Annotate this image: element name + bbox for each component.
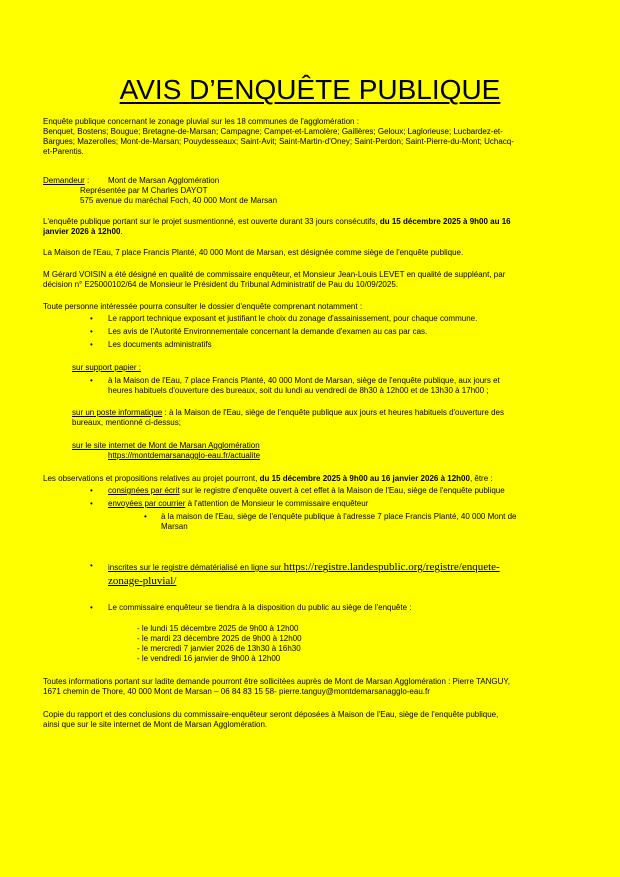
dates-paragraph (43, 217, 511, 227)
bullet-icon: • (90, 376, 93, 385)
registre-link[interactable]: https://registre.landespublic.org/registre/enquete- (283, 561, 500, 573)
registre-line (108, 561, 500, 574)
commissaire-line: M Gérard VOISIN a été désigné en qualité de commissaire enquêteur, et Monsieur Jean-Louis LEVET en qualité de suppléant, par (43, 270, 506, 279)
dates-period: . (120, 227, 123, 236)
dossier-item: Le rapport technique exposant et justifiant le choix du zonage d'assainissement, pour chaque commune. (108, 314, 478, 323)
copie-line: ainsi que sur le site internet de Mont de Marsan Agglomération. (43, 720, 268, 729)
permanences-intro: Le commissaire enquêteur se tiendra à la disposition du public au siège de l'enquête : (108, 603, 412, 612)
courrier-label: envoyées par courrier (108, 499, 186, 508)
permanence-item: - le mercredi 7 janvier 2026 de 13h30 à 16h30 (137, 644, 301, 653)
papier-line: heures habituels d'ouverture des bureaux, soit du lundi au vendredi de 8h30 à 12h00 et de 13h30 à 17h00 ; (108, 386, 489, 395)
observations-text: Les observations et propositions relatives au projet pourront, (43, 474, 260, 483)
courrier-line (108, 499, 368, 509)
demandeur-name: Mont de Marsan Agglomération (108, 176, 220, 185)
bullet-icon: • (90, 561, 93, 570)
dates-bold-end: janvier 2026 à 12h00 (43, 227, 121, 236)
communes-line: Benquet, Bostens; Bougue; Bretagne-de-Marsan; Campagne; Campet-et-Lamolère; Gaillères; Geloux; Laglorieuse; Lucbardez-et- (43, 127, 503, 136)
papier-label: sur support papier : (72, 363, 141, 372)
commissaire-line: décision n° E25000102/64 de Monsieur le Président du Tribunal Administratif de Pau du 10/09/2025. (43, 280, 398, 289)
copie-line: Copie du rapport et des conclusions du commissaire-enquêteur seront déposées à Maison de l'Eau, siège de l'enquête publique, (43, 710, 499, 719)
communes-line: et-Parentis. (43, 147, 84, 156)
permanence-item: - le lundi 15 décembre 2025 de 9h00 à 12h00 (137, 624, 299, 633)
dates-paragraph-cont (43, 227, 123, 237)
bullet-icon: • (90, 603, 93, 612)
bullet-icon: • (90, 340, 93, 349)
ecrit-label: consignées par écrit (108, 486, 180, 495)
dossier-item: Les avis de l'Autorité Environnementale concernant la demande d'examen au cas par cas. (108, 327, 428, 336)
demandeur-address: 575 avenue du maréchal Foch, 40 000 Mont de Marsan (80, 196, 278, 205)
contact-line: Toutes informations portant sur ladite demande pourront être sollicitées auprès de Mont de Marsan Agglomération : Pierre TANGUY, (43, 677, 510, 686)
page-title: AVIS D’ENQUÊTE PUBLIQUE (119, 74, 501, 105)
registre-link-cont[interactable]: zonage-pluvial/ (108, 575, 177, 587)
internet-label: sur le site internet de Mont de Marsan Agglomération (72, 441, 260, 450)
permanence-item: - le vendredi 16 janvier de 9h00 à 12h00 (137, 654, 281, 663)
ecrit-text: sur le registre d'enquête ouvert à cet effet à la Maison de l'Eau, siège de l'enquête publique (179, 486, 505, 495)
informatique-line-cont: bureaux, mentionné ci-dessus; (72, 418, 181, 427)
courrier-address-cont: Marsan (161, 522, 188, 531)
demandeur-label: Demandeur (43, 176, 85, 185)
courrier-text: à l'attention de Monsieur le commissaire enquêteur (185, 499, 369, 508)
permanence-item: - le mardi 23 décembre 2025 de 9h00 à 12h00 (137, 634, 302, 643)
courrier-address: à la maison de l'Eau, siège de l'enquête publique à l'adresse 7 place Francis Planté, 40 000 Mont de (161, 512, 517, 521)
bullet-icon: • (90, 327, 93, 336)
dates-text: L'enquête publique portant sur le projet susmentionné, est ouverte durant 33 jours consécutifs, (43, 217, 380, 226)
contact-line: 1671 chemin de Thore, 40 000 Mont de Marsan – 06 84 83 15 58- pierre.tanguy@montdemarsanagglo-eau.fr (43, 687, 430, 696)
bullet-icon: • (90, 486, 93, 495)
registre-label: inscrites sur le registre dématérialisé en ligne sur (108, 563, 284, 572)
dossier-item: Les documents administratifs (108, 340, 212, 349)
informatique-text: : à la Maison de l'Eau, siège de l'enquête publique aux jours et heures habituels d'ouverture des (162, 408, 504, 417)
demandeur-representative: Représentée par M Charles DAYOT (80, 186, 208, 195)
ecrit-line (108, 486, 505, 496)
dossier-intro: Toute personne intéressée pourra consulter le dossier d'enquête comprenant notamment : (43, 302, 363, 311)
siege-paragraph: La Maison de l'Eau, 7 place Francis Planté, 40 000 Mont de Marsan, est désignée comme siège de l'enquête publique. (43, 248, 464, 257)
papier-line: à la Maison de l'Eau, 7 place Francis Planté, 40 000 Mont de Marsan, siège de l'enquête publique, aux jours et (108, 376, 500, 385)
dates-bold: du 15 décembre 2025 à 9h00 au 16 (379, 217, 511, 226)
informatique-line (72, 408, 504, 418)
bullet-icon: • (90, 499, 93, 508)
bullet-icon: • (90, 314, 93, 323)
demandeur-label-line (43, 176, 89, 186)
intro-line: Enquête publique concernant le zonage pluvial sur les 18 communes de l'agglomération : (43, 117, 359, 126)
observations-bold: du 15 décembre 2025 à 9h00 au 16 janvier 2026 à 12h00 (259, 474, 470, 483)
internet-link[interactable]: https://montdemarsanagglo-eau.fr/actualite (108, 451, 261, 460)
demandeur-colon: : (84, 176, 90, 185)
observations-intro (43, 474, 493, 484)
informatique-label: sur un poste informatique (72, 408, 163, 417)
bullet-icon: • (144, 512, 147, 521)
observations-end: , être : (469, 474, 493, 483)
communes-line: Bargues; Mazerolles; Mont-de-Marsan; Pouydesseaux; Saint-Avit; Saint-Martin-d'Oney; Saint-Perdon; Saint-Pierre-du-Mont; Uchacq- (43, 137, 514, 146)
